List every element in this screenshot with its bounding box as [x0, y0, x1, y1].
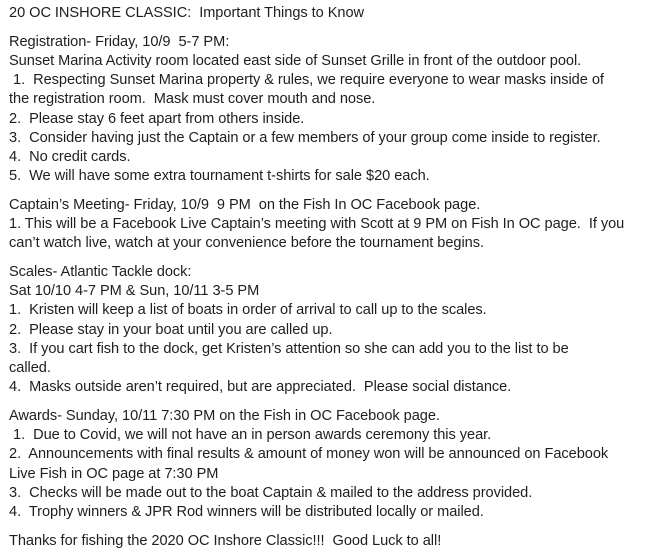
scales-section [9, 263, 659, 397]
scales-item: 2. Please stay in your boat until you are called up. [9, 321, 333, 338]
registration-item: 1. Respecting Sunset Marina property & rules, we require everyone to wear masks inside of [9, 72, 604, 89]
registration-item: the registration room. Mask must cover mouth and nose. [9, 91, 376, 108]
registration-heading: Registration- Friday, 10/9 5-7 PM: [9, 33, 230, 50]
registration-item: 2. Please stay 6 feet apart from others inside. [9, 110, 305, 127]
document-title: 20 OC INSHORE CLASSIC: Important Things to Know [9, 5, 365, 21]
spacer [9, 186, 659, 196]
spacer [9, 253, 659, 263]
awards-item: 4. Trophy winners & JPR Rod winners will be distributed locally or mailed. [9, 503, 484, 520]
scales-times: Sat 10/10 4-7 PM & Sun, 10/11 3-5 PM [9, 283, 260, 300]
captains-meeting-section [9, 196, 659, 254]
spacer [9, 522, 659, 532]
scales-item: 4. Masks outside aren’t required, but are appreciated. Please social distance. [9, 379, 512, 396]
awards-item: Live Fish in OC page at 7:30 PM [9, 465, 219, 482]
captains-meeting-item: 1. This will be a Facebook Live Captain’s meeting with Scott at 9 PM on Fish In OC page. If you [9, 216, 625, 233]
registration-item: 4. No credit cards. [9, 148, 131, 165]
scales-item: 3. If you cart fish to the dock, get Kristen’s attention so she can add you to the list to be [9, 340, 569, 357]
registration-item: 3. Consider having just the Captain or a few members of your group come inside to register. [9, 129, 601, 146]
registration-location: Sunset Marina Activity room located east side of Sunset Grille in front of the outdoor pool. [9, 52, 582, 69]
captains-meeting-heading: Captain’s Meeting- Friday, 10/9 9 PM on the Fish In OC Facebook page. [9, 196, 481, 213]
awards-item: 3. Checks will be made out to the boat Captain & mailed to the address provided. [9, 484, 533, 501]
closing-message: Thanks for fishing the 2020 OC Inshore Classic!!! Good Luck to all! [9, 532, 442, 549]
announcement-document [9, 4, 659, 551]
registration-section [9, 33, 659, 187]
registration-item: 5. We will have some extra tournament t-shirts for sale $20 each. [9, 168, 430, 185]
awards-section [9, 407, 659, 522]
spacer [9, 397, 659, 407]
awards-item: 1. Due to Covid, we will not have an in person awards ceremony this year. [9, 427, 492, 444]
scales-item: called. [9, 359, 51, 376]
scales-item: 1. Kristen will keep a list of boats in order of arrival to call up to the scales. [9, 302, 487, 319]
scales-heading: Scales- Atlantic Tackle dock: [9, 264, 192, 281]
spacer [9, 23, 659, 33]
awards-heading: Awards- Sunday, 10/11 7:30 PM on the Fish in OC Facebook page. [9, 407, 440, 424]
captains-meeting-item: can’t watch live, watch at your convenience before the tournament begins. [9, 235, 484, 252]
awards-item: 2. Announcements with final results & amount of money won will be announced on Facebook [9, 446, 609, 463]
